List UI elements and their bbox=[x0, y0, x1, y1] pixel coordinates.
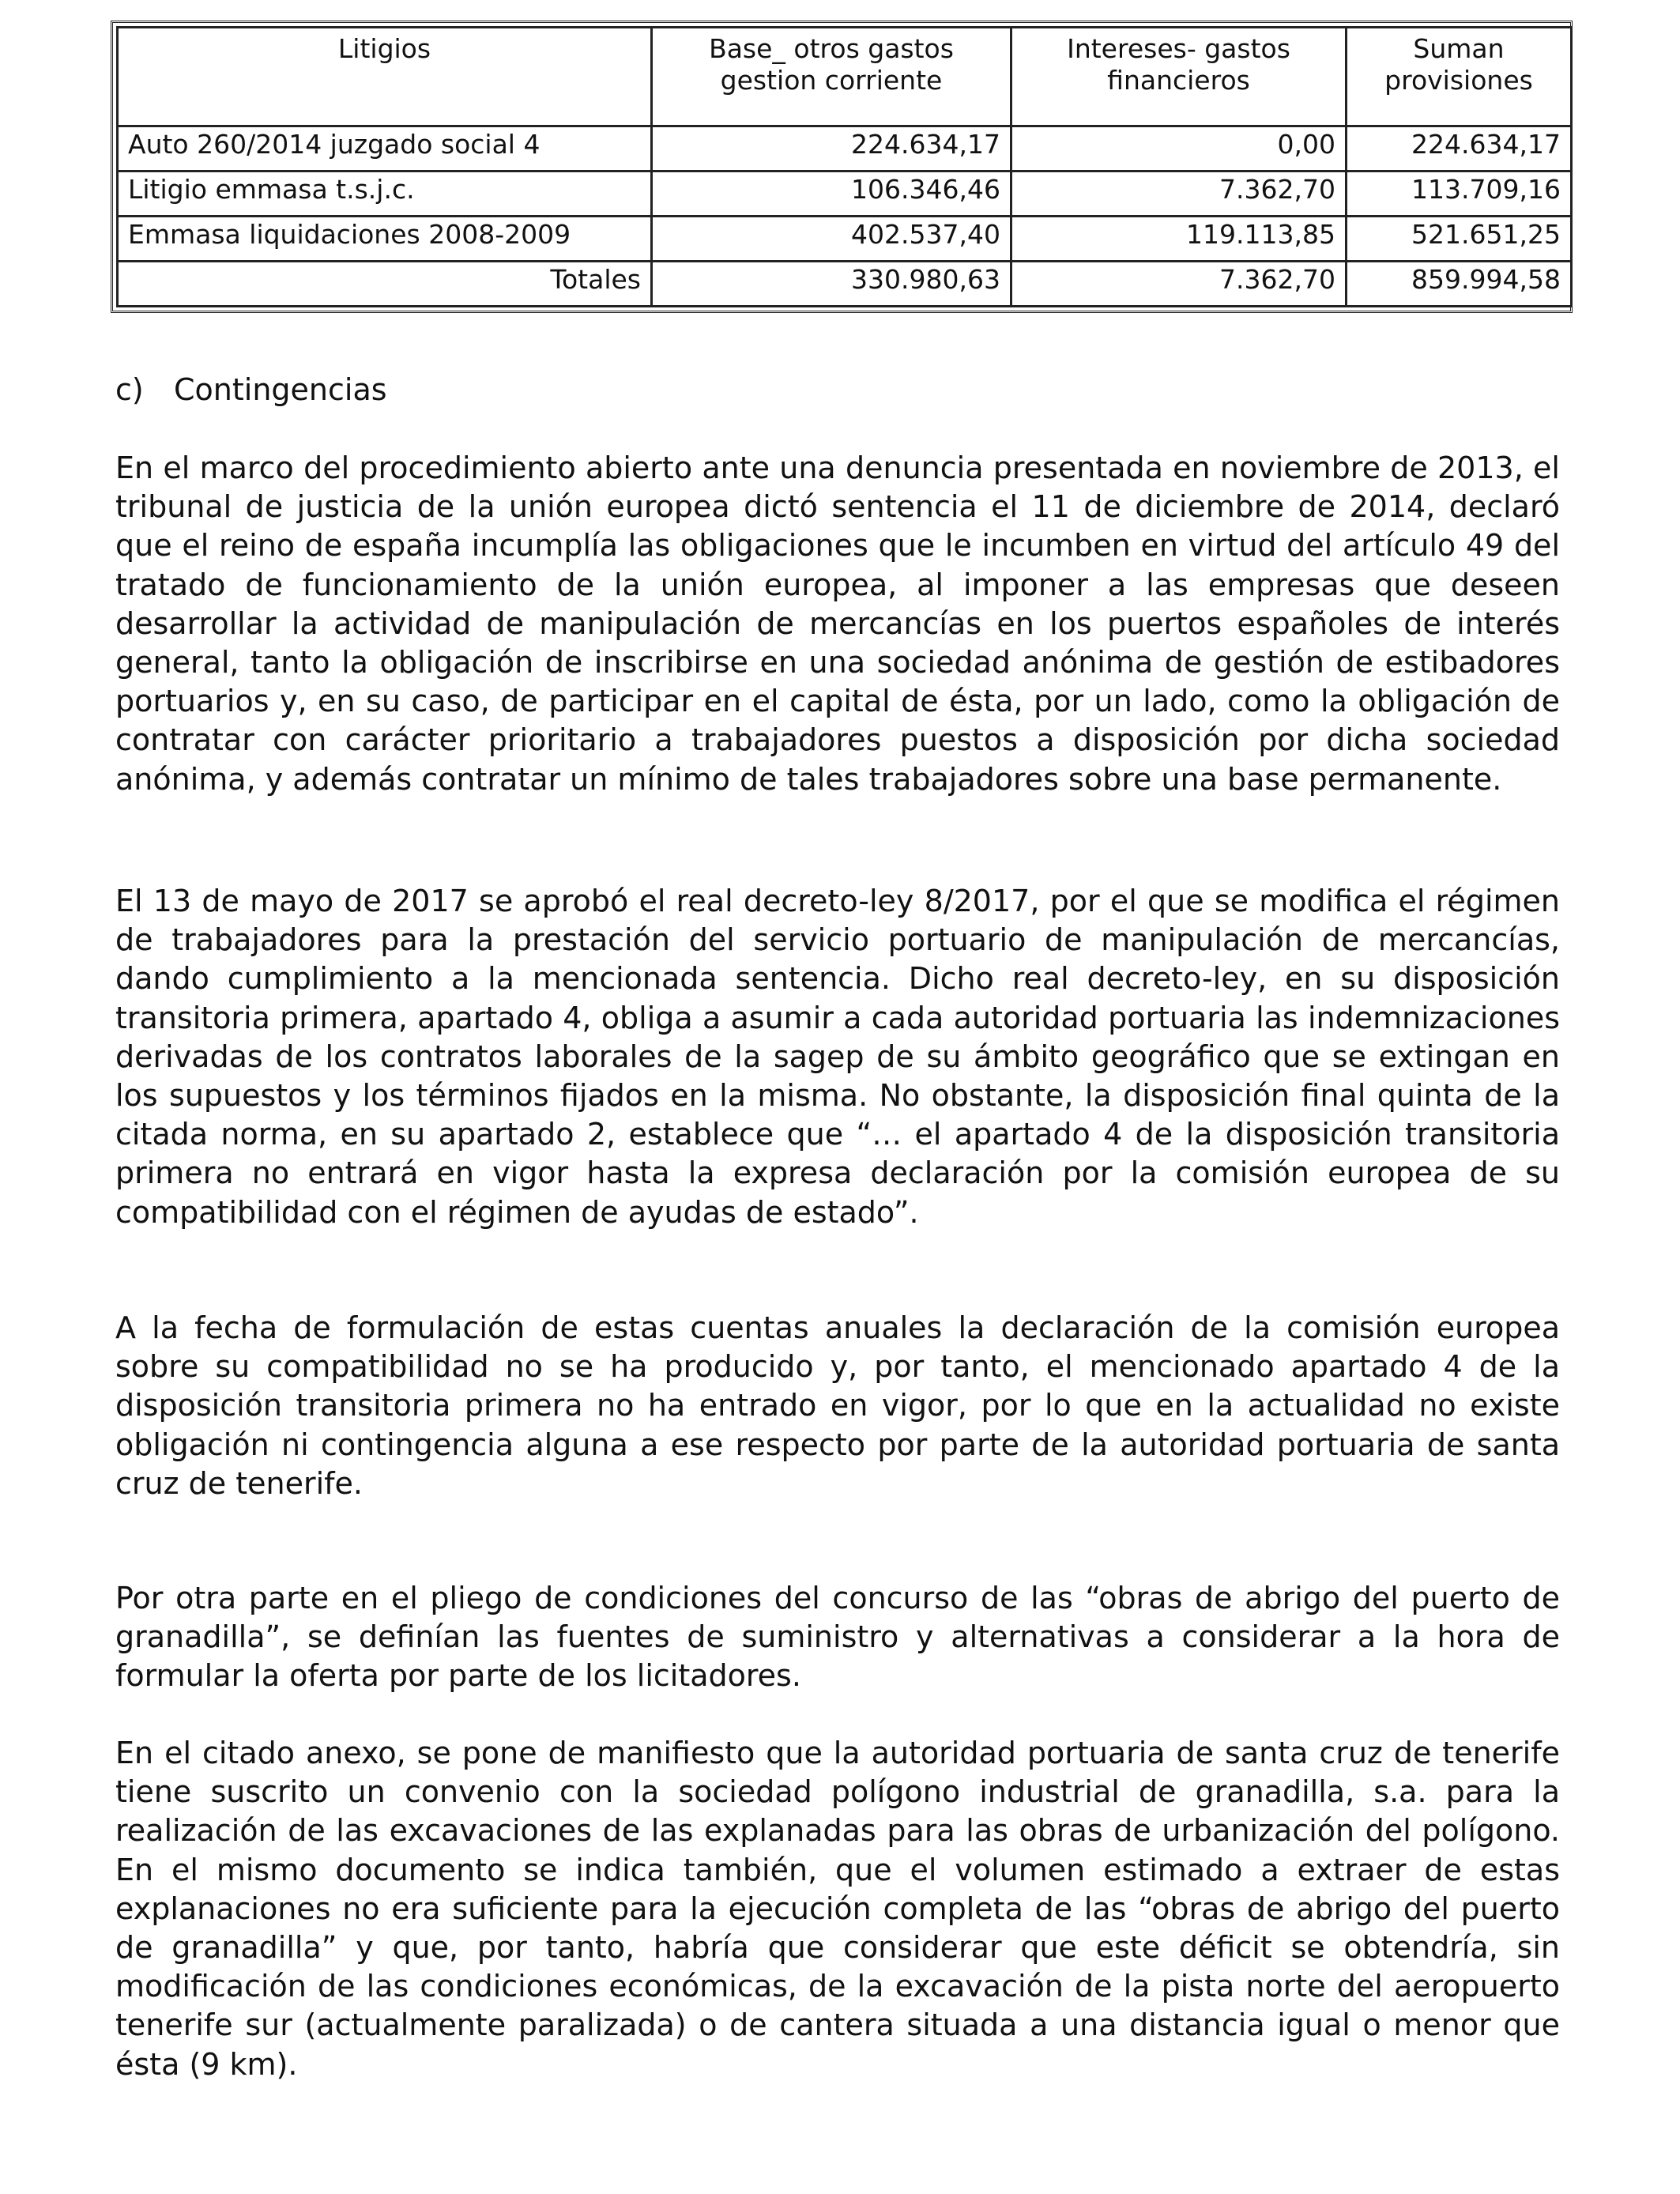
header-line: financieros bbox=[1107, 65, 1250, 96]
totals-label: Totales bbox=[118, 262, 652, 307]
header-line: gestion corriente bbox=[720, 65, 943, 96]
row-intereses: 7.362,70 bbox=[1011, 172, 1347, 217]
row-label: Emmasa liquidaciones 2008-2009 bbox=[118, 217, 652, 262]
section-marker: c) bbox=[115, 372, 144, 407]
section-heading bbox=[115, 370, 387, 409]
header-line: Suman bbox=[1413, 33, 1505, 64]
totals-base: 330.980,63 bbox=[652, 262, 1011, 307]
paragraph-formulacion-cuentas: A la fecha de formulación de estas cuentas anuales la declaración de la comisión europea sobre su compatibilidad no se ha producido y, por tanto, el mencionado apartado 4 de la disposición transitoria primera no ha entrado en vigor, por lo que en la actualidad no existe obligación ni contingencia alguna a ese respecto por parte de la autoridad portuaria de santa cruz de tenerife. bbox=[115, 1310, 1560, 1501]
header-line: Base_ otros gastos bbox=[709, 33, 954, 64]
header-suman-provisiones bbox=[1347, 28, 1572, 126]
header-litigios bbox=[118, 28, 652, 126]
totals-suman: 859.994,58 bbox=[1347, 262, 1572, 307]
row-intereses: 119.113,85 bbox=[1011, 217, 1347, 262]
paragraph-pliego-condiciones: Por otra parte en el pliego de condiciones del concurso de las “obras de abrigo del puerto de granadilla”, se definían las fuentes de suministro y alternativas a considerar a la hora de formular la oferta por parte de los licitadores. bbox=[115, 1581, 1560, 1694]
table-row bbox=[118, 172, 1572, 217]
paragraph-sentencia: En el marco del procedimiento abierto ante una denuncia presentada en noviembre de 2013, el tribunal de justicia de la unión europea dictó sentencia el 11 de diciembre de 2014, declaró que el reino de españa incumplía las obligaciones que le incumben en virtud del artículo 49 del tratado de funcionamiento de la unión europea, al imponer a las empresas que deseen desarrollar la actividad de manipulación de mercancías en los puertos españoles de interés general, tanto la obligación de inscribirse en una sociedad anónima de gestión de estibadores portuarios y, en su caso, de participar en el capital de ésta, por un lado, como la obligación de contratar con carácter prioritario a trabajadores puestos a disposición por dicha sociedad anónima, y además contratar un mínimo de tales trabajadores sobre una base permanente. bbox=[115, 450, 1560, 797]
paragraph-citado-anexo: En el citado anexo, se pone de manifiesto que la autoridad portuaria de santa cruz de tenerife tiene suscrito un convenio con la sociedad polígono industrial de granadilla, s.a. para la realización de las excavaciones de las explanadas para las obras de urbanización del polígono. En el mismo documento se indica también, que el volumen estimado a extraer de estas explanaciones no era suficiente para la ejecución completa de las “obras de abrigo del puerto de granadilla” y que, por tanto, habría que considerar que este déficit se obtendría, sin modificación de las condiciones económicas, de la excavación de la pista norte del aeropuerto tenerife sur (actualmente paralizada) o de cantera situada a una distancia igual o menor que ésta (9 km). bbox=[115, 1736, 1560, 2082]
row-label: Auto 260/2014 juzgado social 4 bbox=[118, 126, 652, 172]
header-intereses-gastos bbox=[1011, 28, 1347, 126]
row-suman: 224.634,17 bbox=[1347, 126, 1572, 172]
header-line: Intereses- gastos bbox=[1067, 33, 1290, 64]
row-suman: 521.651,25 bbox=[1347, 217, 1572, 262]
row-intereses: 0,00 bbox=[1011, 126, 1347, 172]
table-totals-row bbox=[118, 262, 1572, 307]
litigios-table bbox=[116, 26, 1573, 307]
row-label: Litigio emmasa t.s.j.c. bbox=[118, 172, 652, 217]
row-suman: 113.709,16 bbox=[1347, 172, 1572, 217]
header-line: Litigios bbox=[337, 33, 431, 64]
row-base: 106.346,46 bbox=[652, 172, 1011, 217]
row-base: 402.537,40 bbox=[652, 217, 1011, 262]
paragraph-real-decreto: El 13 de mayo de 2017 se aprobó el real decreto-ley 8/2017, por el que se modifica el régimen de trabajadores para la prestación del servicio portuario de manipulación de mercancías, dando cumplimiento a la mencionada sentencia. Dicho real decreto-ley, en su disposición transitoria primera, apartado 4, obliga a asumir a cada autoridad portuaria las indemnizaciones derivadas de los contratos laborales de la sagep de su ámbito geográfico que se extingan en los supuestos y los términos fijados en la misma. No obstante, la disposición final quinta de la citada norma, en su apartado 2, establece que “… el apartado 4 de la disposición transitoria primera no entrará en vigor hasta la expresa declaración por la comisión europea de su compatibilidad con el régimen de ayudas de estado”. bbox=[115, 884, 1560, 1230]
table-header-row bbox=[118, 28, 1572, 126]
section-title: Contingencias bbox=[174, 372, 387, 407]
header-base-otros-gastos bbox=[652, 28, 1011, 126]
header-line: provisiones bbox=[1384, 65, 1533, 96]
litigios-table-frame bbox=[111, 21, 1573, 313]
totals-intereses: 7.362,70 bbox=[1011, 262, 1347, 307]
table-row bbox=[118, 217, 1572, 262]
table-row bbox=[118, 126, 1572, 172]
row-base: 224.634,17 bbox=[652, 126, 1011, 172]
